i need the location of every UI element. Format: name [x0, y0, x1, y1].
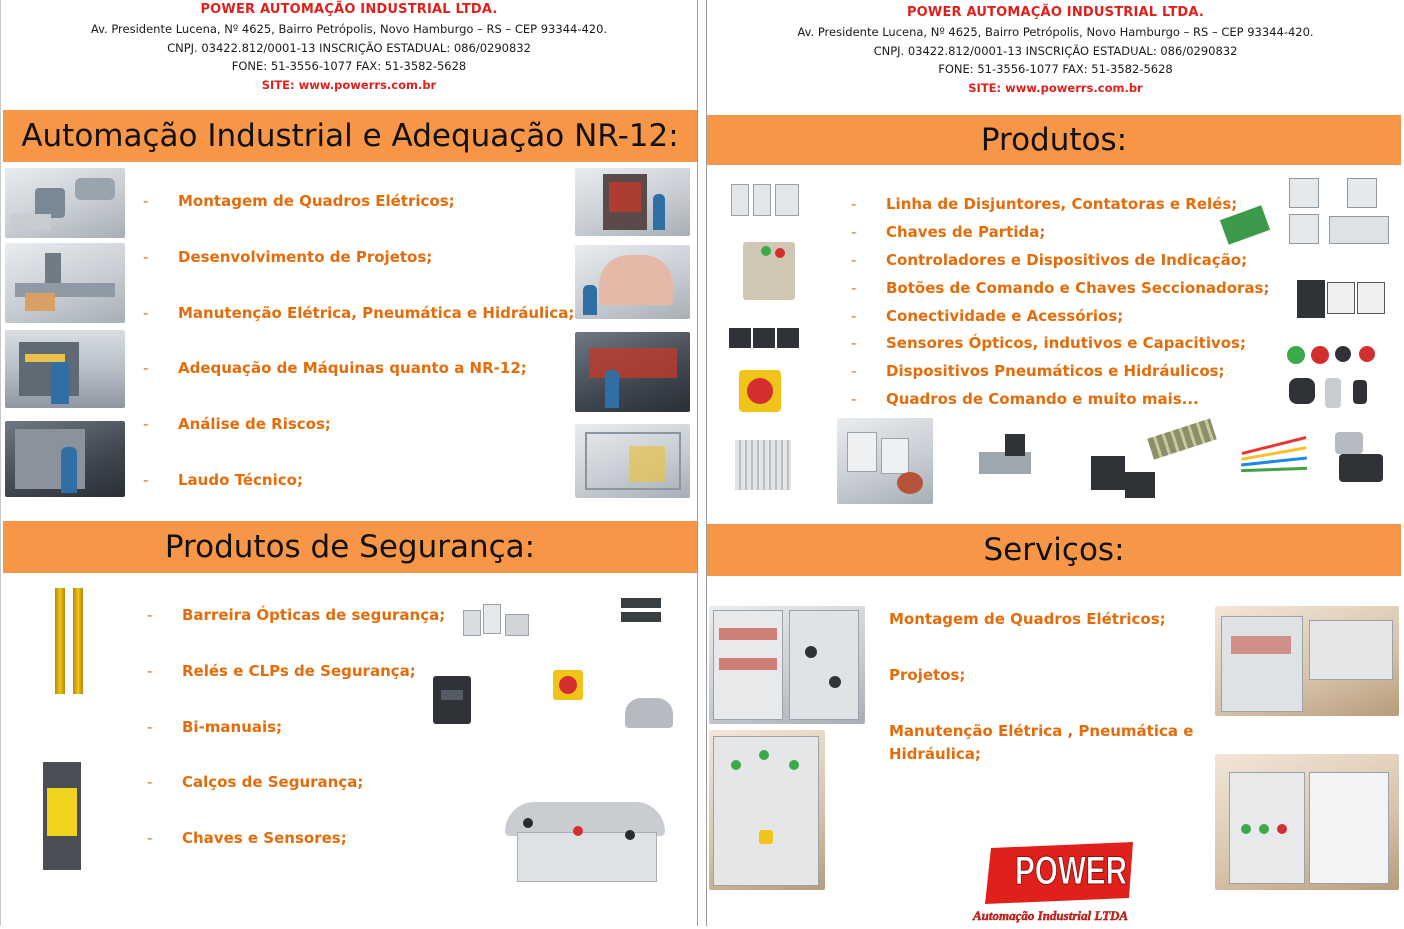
push-buttons-photo	[1283, 340, 1383, 412]
list-item-text: Quadros de Comando e muito mais...	[886, 390, 1199, 408]
service-item: Hidráulica;	[889, 745, 981, 763]
list-item-text: Dispositivos Pneumáticos e Hidráulicos;	[886, 362, 1225, 380]
service-item: Montagem de Quadros Elétricos;	[889, 610, 1166, 628]
list-item-text: Barreira Ópticas de segurança;	[182, 606, 446, 624]
relays-green-photo	[1217, 198, 1273, 254]
company-name: POWER AUTOMAÇÃO INDUSTRIAL LTDA.	[906, 5, 1205, 20]
list-dash: -	[143, 248, 149, 266]
list-dash: -	[147, 662, 153, 680]
open-panel-photo	[1215, 754, 1399, 890]
list-item-text: Bi-manuais;	[182, 718, 283, 736]
robot-cell-photo	[5, 168, 125, 238]
list-item-text: Sensores Ópticos, indutivos e Capacitivos;	[886, 334, 1246, 352]
meters-photo	[1295, 276, 1389, 324]
foot-pedal-photo	[621, 692, 679, 734]
list-item-text: Adequação de Máquinas quanto a NR-12;	[178, 359, 527, 377]
safety-plc-photo	[433, 676, 471, 724]
list-item-text: Relés e CLPs de Segurança;	[182, 662, 416, 680]
machine-operator-photo	[5, 330, 125, 408]
list-item-text: Botões de Comando e Chaves Seccionadoras;	[886, 279, 1270, 297]
panels-photo	[1215, 606, 1399, 716]
company-site: SITE: www.powerrs.com.br	[261, 77, 437, 92]
company-site: SITE: www.powerrs.com.br	[968, 80, 1143, 95]
terminal-blocks-photo	[1143, 414, 1223, 464]
list-dash: -	[147, 606, 153, 624]
panel-wiring-photo	[709, 606, 865, 724]
list-item-text: Calços de Segurança;	[182, 773, 364, 791]
list-dash: -	[851, 223, 857, 241]
list-item-text: Linha de Disjuntores, Contatoras e Relés;	[886, 195, 1238, 213]
company-phone: FONE: 51-3556-1077 FAX: 51-3582-5628	[938, 62, 1173, 76]
list-dash: -	[851, 334, 857, 352]
cables-photo	[1237, 436, 1313, 480]
safety-relay-photo	[39, 762, 85, 870]
safety-switches-photo	[459, 594, 535, 646]
connector-photo	[1329, 424, 1389, 488]
guarded-machine-photo	[575, 245, 690, 319]
power-logo-graphic	[963, 838, 1141, 924]
safety-list	[147, 0, 447, 880]
list-dash: -	[147, 718, 153, 736]
safety-title: Produtos de Segurança:	[3, 521, 697, 573]
products-title: Produtos:	[707, 115, 1401, 165]
list-item-text: Manutenção Elétrica, Pneumática e Hidráulica;	[178, 304, 575, 322]
list-dash: -	[851, 390, 857, 408]
safety-cabinet-photo	[575, 168, 690, 236]
magnetic-sensor-photo	[619, 596, 663, 626]
left-page	[0, 0, 698, 926]
cable-duct-photo	[729, 430, 799, 496]
rotary-switch-photo	[551, 662, 585, 704]
press-operator-photo	[5, 421, 125, 497]
svg-text:Automação Industrial LTDA: Automação Industrial LTDA	[973, 908, 1129, 923]
list-dash: -	[147, 773, 153, 791]
breakers-photo	[727, 180, 803, 220]
selector-switch-photo	[735, 366, 785, 418]
list-item-text: Chaves de Partida;	[886, 223, 1046, 241]
list-dash: -	[851, 251, 857, 269]
list-dash: -	[851, 362, 857, 380]
contactors-photo	[1285, 176, 1395, 248]
starter-photo	[739, 238, 799, 304]
light-curtain-photo	[53, 588, 87, 694]
list-dash: -	[143, 471, 149, 489]
list-item-text: Análise de Riscos;	[178, 415, 331, 433]
list-dash: -	[143, 192, 149, 210]
automation-title: Automação Industrial e Adequação NR-12:	[3, 110, 697, 162]
list-dash: -	[143, 415, 149, 433]
company-cnpj: CNPJ. 03422.812/0001-13 INSCRIÇÃO ESTADUAL: 086/0290832	[167, 40, 531, 55]
company-cnpj: CNPJ. 03422.812/0001-13 INSCRIÇÃO ESTADUAL: 086/0290832	[873, 43, 1238, 58]
enclosures-photo	[837, 418, 933, 504]
service-item: Manutenção Elétrica , Pneumática e	[889, 722, 1194, 740]
control-panel-photo	[709, 730, 825, 890]
company-phone: FONE: 51-3556-1077 FAX: 51-3582-5628	[231, 59, 467, 73]
right-page	[706, 0, 1404, 926]
svg-text:POWER: POWER	[1015, 849, 1128, 893]
controllers-photo	[727, 326, 803, 350]
company-address: Av. Presidente Lucena, Nº 4625, Bairro Petrópolis, Novo Hamburgo – RS – CEP 93344-420.	[90, 22, 608, 36]
list-item-text: Laudo Técnico;	[178, 471, 303, 489]
company-address: Av. Presidente Lucena, Nº 4625, Bairro Petrópolis, Novo Hamburgo – RS – CEP 93344-420.	[797, 25, 1314, 39]
conveyor-photo	[5, 243, 125, 323]
list-item-text: Desenvolvimento de Projetos;	[178, 248, 433, 266]
two-hand-control-photo	[497, 796, 673, 892]
service-item: Projetos;	[889, 666, 966, 684]
products-list	[851, 0, 1271, 420]
services-title: Serviços:	[707, 524, 1401, 576]
list-item-text: Montagem de Quadros Elétricos;	[178, 192, 455, 210]
company-name: POWER AUTOMAÇÃO INDUSTRIAL LTDA.	[200, 2, 498, 17]
fence-cell-photo	[575, 424, 690, 498]
list-dash: -	[851, 279, 857, 297]
list-dash: -	[147, 829, 153, 847]
list-dash: -	[143, 359, 149, 377]
list-dash: -	[851, 195, 857, 213]
list-dash: -	[143, 304, 149, 322]
list-item-text: Chaves e Sensores;	[182, 829, 347, 847]
power-logo	[963, 838, 1141, 924]
list-item-text: Conectividade e Acessórios;	[886, 307, 1124, 325]
solenoid-valve-photo	[975, 430, 1037, 484]
press-brake-photo	[575, 332, 690, 412]
list-item-text: Controladores e Dispositivos de Indicação;	[886, 251, 1248, 269]
list-dash: -	[851, 307, 857, 325]
